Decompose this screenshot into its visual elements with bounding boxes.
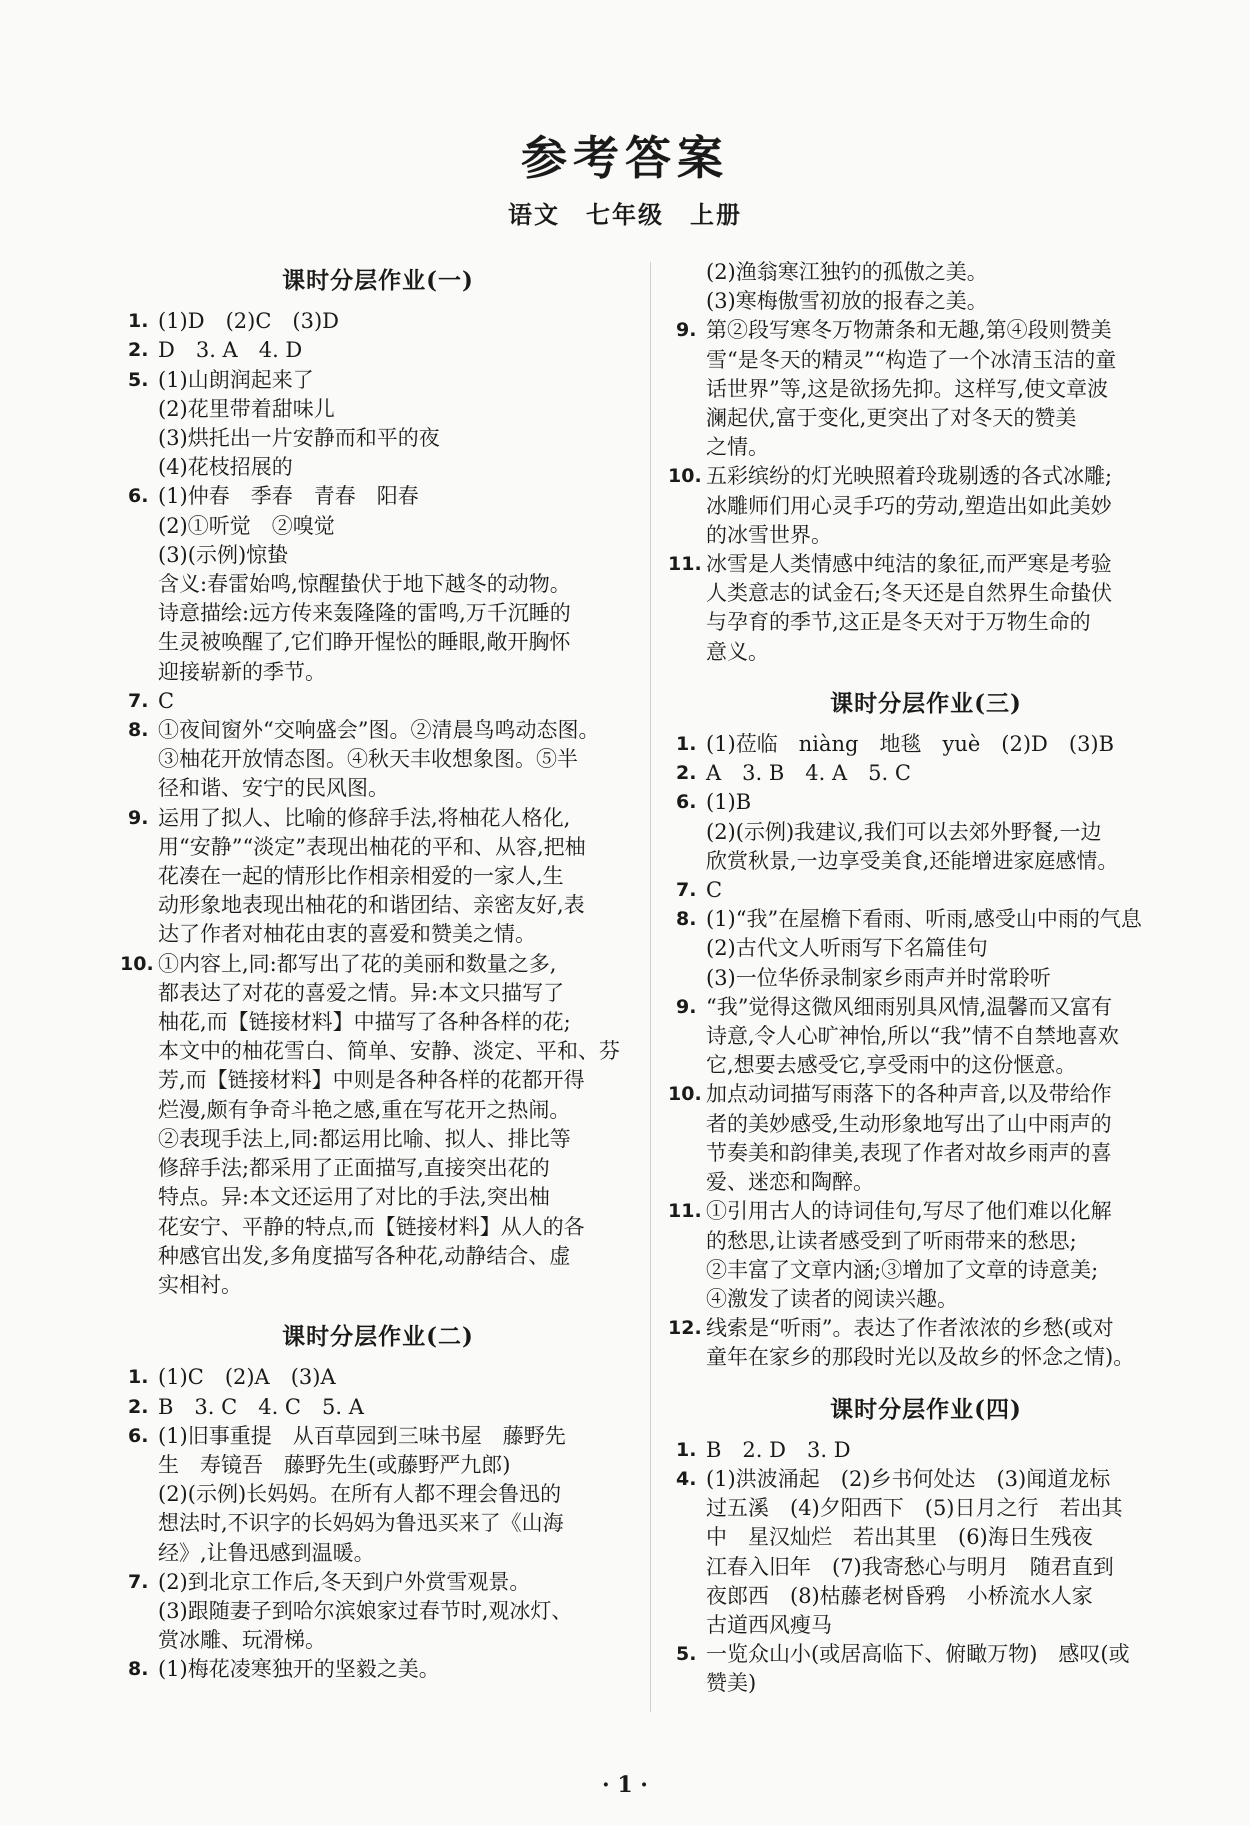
page-subtitle: 语文 七年级 上册 xyxy=(508,200,742,229)
answer-line: 种感官出发,多角度描写各种花,动静结合、虚 xyxy=(158,1243,571,1268)
answer-number: 2. xyxy=(128,1395,149,1418)
answer-line: 生灵被唤醒了,它们睁开惺忪的睡眼,敞开胸怀 xyxy=(158,630,571,655)
page-number: · 1 · xyxy=(602,1772,648,1798)
answer-line: (1)“我”在屋檐下看雨、听雨,感受山中雨的气息 xyxy=(706,907,1142,932)
answer-line: 雪“是冬天的精灵”“构造了一个冰清玉洁的童 xyxy=(706,347,1117,372)
answer-item xyxy=(676,788,1176,876)
answer-item xyxy=(668,462,1176,550)
answer-number: 7. xyxy=(128,1570,149,1593)
answer-line: 柚花,而【链接材料】中描写了各种各样的花; xyxy=(158,1010,571,1035)
answer-line: 诗意描绘:远方传来轰隆隆的雷鸣,万千沉睡的 xyxy=(158,601,571,626)
answer-item xyxy=(668,1314,1176,1372)
answer-line: 动形象地表现出柚花的和谐团结、亲密友好,表 xyxy=(158,893,585,918)
answer-line: (1)仲春 季春 青春 阳春 xyxy=(158,484,419,509)
answer-line: (3)寒梅傲雪初放的报春之美。 xyxy=(706,289,988,314)
answer-line: 达了作者对柚花由衷的喜爱和赞美之情。 xyxy=(158,922,536,947)
answer-line: 夜郎西 (8)枯藤老树昏鸦 小桥流水人家 xyxy=(706,1583,1093,1608)
answer-number: 8. xyxy=(128,719,149,742)
answer-line: 爱、迷恋和陶醉。 xyxy=(706,1170,874,1195)
answer-line: (1)洪波涌起 (2)乡书何处达 (3)闻道龙标 xyxy=(706,1466,1111,1491)
answer-line: 过五溪 (4)夕阳西下 (5)日月之行 若出其 xyxy=(706,1496,1123,1521)
answer-line: (2)古代文人听雨写下名篇佳句 xyxy=(706,936,988,961)
answer-item xyxy=(676,876,1176,905)
answer-line: 线索是“听雨”。表达了作者浓浓的乡愁(或对 xyxy=(706,1316,1114,1341)
answer-line: 花凑在一起的情形比作相亲相爱的一家人,生 xyxy=(158,864,564,889)
answer-line: 五彩缤纷的灯光映照着玲珑剔透的各式冰雕; xyxy=(706,464,1113,489)
answer-line: (3)一位华侨录制家乡雨声并时常聆听 xyxy=(706,965,1051,990)
answer-item xyxy=(128,1393,628,1422)
answer-line: 澜起伏,富于变化,更突出了对冬天的赞美 xyxy=(706,406,1077,431)
answer-line: (1)B xyxy=(706,790,752,815)
answer-item xyxy=(128,1655,628,1684)
answer-continuation xyxy=(676,258,1176,316)
answer-line: 花安宁、平静的特点,而【链接材料】从人的各 xyxy=(158,1214,585,1239)
answer-number: 7. xyxy=(676,879,697,902)
answer-line: (1)梅花凌寒独开的坚毅之美。 xyxy=(158,1657,440,1682)
answer-item xyxy=(676,1436,1176,1465)
answer-item xyxy=(128,687,628,716)
answer-line: (2)到北京工作后,冬天到户外赏雪观景。 xyxy=(158,1569,531,1594)
answer-number: 9. xyxy=(128,806,149,829)
answer-line: ①引用古人的诗词佳句,写尽了他们难以化解 xyxy=(706,1199,1112,1224)
answer-item xyxy=(676,316,1176,462)
answer-line: 童年在家乡的那段时光以及故乡的怀念之情)。 xyxy=(706,1345,1135,1370)
answer-line: 含义:春雷始鸣,惊醒蛰伏于地下越冬的动物。 xyxy=(158,572,571,597)
answer-line: ①夜间窗外“交响盛会”图。②清晨鸟鸣动态图。 xyxy=(158,718,600,743)
answer-line: 古道西风瘦马 xyxy=(706,1612,832,1637)
answer-number: 5. xyxy=(676,1643,697,1666)
answer-line: 与孕育的季节,这正是冬天对于万物生命的 xyxy=(706,610,1091,635)
answer-line: (1)莅临 niàng 地毯 yuè (2)D (3)B xyxy=(706,732,1115,757)
answer-line: C xyxy=(158,688,175,713)
answer-number: 4. xyxy=(676,1467,697,1490)
answer-number: 6. xyxy=(676,791,697,814)
answer-line: 经》,让鲁迅感到温暖。 xyxy=(158,1540,375,1565)
answer-item xyxy=(676,730,1176,759)
answer-line: A 3. B 4. A 5. C xyxy=(706,761,911,786)
answer-line: (1)山朗润起来了 xyxy=(158,367,314,392)
answer-line: 运用了拟人、比喻的修辞手法,将柚花人格化, xyxy=(158,805,571,830)
answer-number: 9. xyxy=(676,995,697,1018)
answer-number: 1. xyxy=(676,733,697,756)
column-divider xyxy=(650,262,651,1712)
answer-line: 一览众山小(或居高临下、俯瞰万物) 感叹(或 xyxy=(706,1642,1130,1667)
answer-number: 10. xyxy=(668,1083,702,1106)
answer-item xyxy=(668,550,1176,667)
answer-line: 本文中的柚花雪白、简单、安静、淡定、平和、芬 xyxy=(158,1039,620,1064)
answer-number: 2. xyxy=(128,339,149,362)
answer-line: 冰雕师们用心灵手巧的劳动,塑造出如此美妙 xyxy=(706,493,1112,518)
answer-line: (2)(示例)我建议,我们可以去郊外野餐,一边 xyxy=(706,819,1102,844)
answer-item xyxy=(676,759,1176,788)
answer-line: ②表现手法上,同:都运用比喻、拟人、排比等 xyxy=(158,1126,571,1151)
answer-number: 5. xyxy=(128,368,149,391)
answer-line: 用“安静”“淡定”表现出柚花的平和、从容,把柚 xyxy=(158,834,586,859)
answer-line: (2)①听觉 ②嗅觉 xyxy=(158,513,335,538)
answer-line: 人类意志的试金石;冬天还是自然界生命蛰伏 xyxy=(706,581,1113,606)
answer-item xyxy=(676,1465,1176,1640)
answer-item xyxy=(128,716,628,804)
answer-number: 1. xyxy=(676,1438,697,1461)
answer-number: 12. xyxy=(668,1317,702,1340)
answer-number: 9. xyxy=(676,319,697,342)
answer-line: (3)烘托出一片安静而和平的夜 xyxy=(158,426,440,451)
answer-line: 欣赏秋景,一边享受美食,还能增进家庭感情。 xyxy=(706,848,1119,873)
answer-item xyxy=(128,804,628,950)
answer-line: 的愁思,让读者感受到了听雨带来的愁思; xyxy=(706,1228,1077,1253)
answer-line: 意义。 xyxy=(706,639,769,664)
answer-line: 的冰雪世界。 xyxy=(706,522,832,547)
answer-line: (2)(示例)长妈妈。在所有人都不理会鲁迅的 xyxy=(158,1482,562,1507)
answer-line: 芳,而【链接材料】中则是各种各样的花都开得 xyxy=(158,1068,585,1093)
answer-line: 诗意,令人心旷神怡,所以“我”情不自禁地喜欢 xyxy=(706,1024,1119,1049)
section-heading: 课时分层作业(一) xyxy=(282,267,474,294)
answer-line: (1)D (2)C (3)D xyxy=(158,309,339,334)
answer-line: B 3. C 4. C 5. A xyxy=(158,1394,364,1419)
section-heading: 课时分层作业(三) xyxy=(830,689,1022,717)
answer-item xyxy=(128,1422,628,1568)
answer-line: “我”觉得这微风细雨别具风情,温馨而又富有 xyxy=(706,994,1113,1019)
answer-number: 8. xyxy=(676,908,697,931)
answer-number: 10. xyxy=(668,465,702,488)
answer-number: 1. xyxy=(128,1366,149,1389)
answer-line: 烂漫,颇有争奇斗艳之感,重在写花开之热闹。 xyxy=(158,1097,571,1122)
answer-line: 实相衬。 xyxy=(158,1272,242,1297)
answer-line: 加点动词描写雨落下的各种声音,以及带给作 xyxy=(706,1082,1112,1107)
answer-number: 6. xyxy=(128,1424,149,1447)
answer-line: C xyxy=(706,878,723,903)
answer-line: D 3. A 4. D xyxy=(158,338,303,363)
answer-line: 修辞手法;都采用了正面描写,直接突出花的 xyxy=(158,1156,550,1181)
answer-number: 11. xyxy=(668,1200,702,1223)
answer-line: 生 寿镜吾 藤野先生(或藤野严九郎) xyxy=(158,1452,511,1477)
answer-line: (1)C (2)A (3)A xyxy=(158,1365,336,1390)
answer-line: ③柚花开放情态图。④秋天丰收想象图。⑤半 xyxy=(158,747,578,772)
answer-line: 迎接崭新的季节。 xyxy=(158,659,326,684)
answer-line: B 2. D 3. D xyxy=(706,1437,851,1462)
answer-item xyxy=(128,1363,628,1392)
page-title: 参考答案 xyxy=(521,131,729,185)
answer-item xyxy=(120,950,628,1300)
answer-number: 7. xyxy=(128,689,149,712)
answer-line: 赏冰雕、玩滑梯。 xyxy=(158,1628,326,1653)
answer-line: 江春入旧年 (7)我寄愁心与明月 随君直到 xyxy=(706,1554,1114,1579)
answer-number: 11. xyxy=(668,553,702,576)
answer-number: 8. xyxy=(128,1658,149,1681)
answer-line: 径和谐、安宁的民风图。 xyxy=(158,776,389,801)
answer-line: ①内容上,同:都写出了花的美丽和数量之多, xyxy=(158,951,557,976)
answer-line: (1)旧事重提 从百草园到三味书屋 藤野先 xyxy=(158,1423,566,1448)
answer-line: ④激发了读者的阅读兴趣。 xyxy=(706,1286,958,1311)
answer-item xyxy=(676,993,1176,1081)
answer-line: 话世界”等,这是欲扬先抑。这样写,使文章波 xyxy=(706,376,1109,401)
answer-item xyxy=(128,1568,628,1656)
answer-item xyxy=(128,482,628,686)
answer-line: 冰雪是人类情感中纯洁的象征,而严寒是考验 xyxy=(706,552,1112,577)
answer-line: (4)花枝招展的 xyxy=(158,455,293,480)
answer-line: 都表达了对花的喜爱之情。异:本文只描写了 xyxy=(158,980,565,1005)
answer-number: 10. xyxy=(120,952,154,975)
left-column xyxy=(120,258,628,1685)
answer-line: 赞美) xyxy=(706,1671,757,1696)
answer-line: 者的美妙感受,生动形象地写出了山中雨声的 xyxy=(706,1111,1112,1136)
answer-item xyxy=(676,905,1176,993)
answer-item xyxy=(668,1197,1176,1314)
answer-item xyxy=(676,1640,1176,1698)
answer-line: 中 星汉灿烂 若出其里 (6)海日生残夜 xyxy=(706,1525,1093,1550)
section-heading: 课时分层作业(二) xyxy=(282,1323,474,1351)
answer-item xyxy=(128,366,628,483)
answer-item xyxy=(668,1080,1176,1197)
right-column xyxy=(668,258,1176,1699)
answer-line: (2)渔翁寒江独钓的孤傲之美。 xyxy=(706,260,988,284)
answer-item xyxy=(128,307,628,336)
answer-line: ②丰富了文章内涵;③增加了文章的诗意美; xyxy=(706,1257,1099,1282)
answer-number: 2. xyxy=(676,762,697,785)
answer-number: 6. xyxy=(128,485,149,508)
answer-item xyxy=(128,336,628,365)
answer-number: 1. xyxy=(128,310,149,333)
answer-line: (3)跟随妻子到哈尔滨娘家过春节时,观冰灯、 xyxy=(158,1598,573,1623)
section-heading: 课时分层作业(四) xyxy=(830,1395,1022,1423)
answer-line: (3)(示例)惊蛰 xyxy=(158,542,289,567)
answer-line: 之情。 xyxy=(706,435,769,460)
answer-line: 节奏美和韵律美,表现了作者对故乡雨声的喜 xyxy=(706,1140,1112,1165)
answer-line: 第②段写寒冬万物萧条和无趣,第④段则赞美 xyxy=(706,318,1112,343)
answer-line: 它,想要去感受它,享受雨中的这份惬意。 xyxy=(706,1053,1077,1078)
answer-line: 想法时,不识字的长妈妈为鲁迅买来了《山海 xyxy=(158,1511,564,1536)
answer-line: 特点。异:本文还运用了对比的手法,突出柚 xyxy=(158,1185,550,1210)
answer-line: (2)花里带着甜味儿 xyxy=(158,396,335,421)
